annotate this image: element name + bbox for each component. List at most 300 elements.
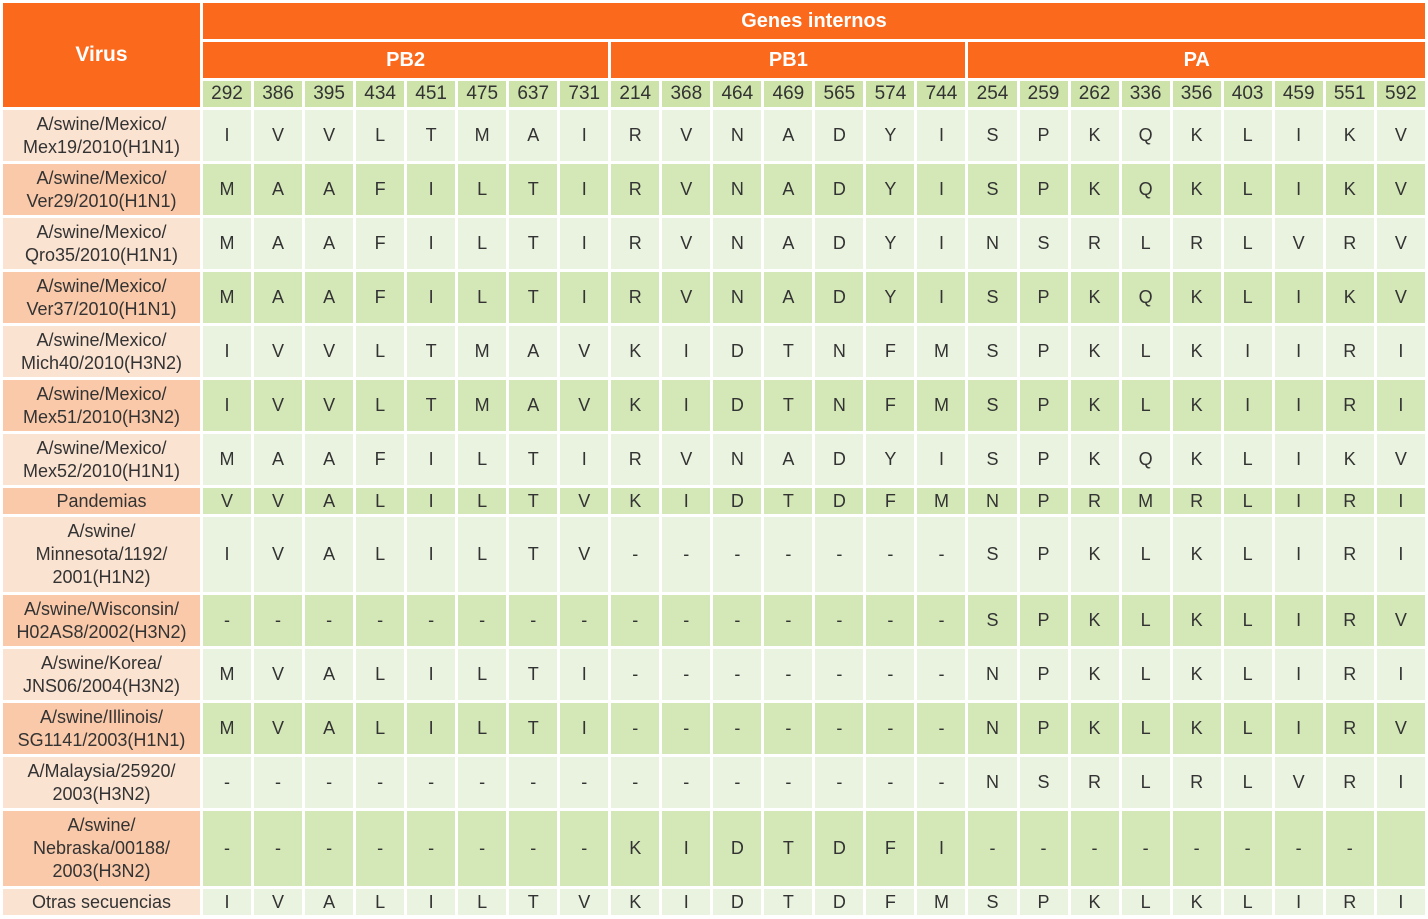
position-header: 565 — [815, 81, 863, 107]
residue-cell: S — [968, 595, 1016, 646]
residue-cell: I — [1275, 595, 1323, 646]
residue-cell: K — [1173, 434, 1221, 485]
residue-cell: I — [203, 110, 251, 161]
residue-cell: L — [1122, 889, 1170, 915]
residue-cell: K — [1173, 649, 1221, 700]
residue-cell: R — [1326, 488, 1374, 514]
residue-cell: V — [1275, 218, 1323, 269]
residue-cell: F — [866, 488, 914, 514]
residue-cell: L — [356, 110, 404, 161]
table-row — [3, 595, 1425, 646]
residue-cell: I — [917, 272, 965, 323]
residue-cell: A — [305, 649, 353, 700]
residue-cell: R — [1173, 488, 1221, 514]
residue-cell: I — [203, 889, 251, 915]
position-header: 395 — [305, 81, 353, 107]
residue-cell: K — [611, 326, 659, 377]
residue-cell: P — [1020, 272, 1068, 323]
residue-cell: A — [305, 517, 353, 592]
residue-cell: I — [407, 703, 455, 754]
residue-cell: - — [713, 703, 761, 754]
position-header: 259 — [1020, 81, 1068, 107]
residue-cell: I — [1377, 380, 1425, 431]
residue-cell: L — [356, 326, 404, 377]
residue-cell: - — [764, 517, 812, 592]
residue-cell: V — [254, 380, 302, 431]
residue-cell: R — [1173, 218, 1221, 269]
residue-cell: - — [764, 703, 812, 754]
residue-cell: - — [407, 757, 455, 808]
residue-cell: P — [1020, 649, 1068, 700]
residue-cell: K — [1071, 272, 1119, 323]
table-row — [3, 889, 1425, 915]
residue-cell: - — [662, 649, 710, 700]
residue-cell: - — [407, 811, 455, 886]
residue-cell: K — [1173, 595, 1221, 646]
residue-cell: R — [1173, 757, 1221, 808]
residue-cell: Q — [1122, 434, 1170, 485]
residue-cell: L — [1122, 757, 1170, 808]
residue-cell: F — [356, 218, 404, 269]
residue-cell: V — [254, 889, 302, 915]
residue-cell: - — [713, 757, 761, 808]
residue-cell: A — [254, 218, 302, 269]
residue-cell: L — [1224, 488, 1272, 514]
residue-cell: V — [1377, 218, 1425, 269]
residue-cell: - — [305, 595, 353, 646]
residue-cell: T — [407, 326, 455, 377]
residue-cell: I — [407, 517, 455, 592]
residue-cell: D — [815, 218, 863, 269]
position-header: 592 — [1377, 81, 1425, 107]
residue-cell: T — [764, 380, 812, 431]
residue-cell: - — [509, 595, 557, 646]
residue-cell: I — [560, 218, 608, 269]
residue-cell: V — [1377, 164, 1425, 215]
virus-name-line: Qro35/2010(H1N1) — [24, 244, 179, 265]
virus-name-line: A/swine/Mexico/ — [36, 275, 167, 296]
position-header: 464 — [713, 81, 761, 107]
residue-cell: T — [764, 488, 812, 514]
residue-cell: T — [509, 218, 557, 269]
residue-cell: T — [509, 272, 557, 323]
residue-cell: - — [917, 649, 965, 700]
virus-name-line: Ver37/2010(H1N1) — [26, 298, 177, 319]
residue-cell: M — [458, 380, 506, 431]
residue-cell: I — [917, 110, 965, 161]
residue-cell: A — [509, 326, 557, 377]
residue-cell: I — [662, 889, 710, 915]
position-header: 744 — [917, 81, 965, 107]
residue-cell: I — [662, 811, 710, 886]
residue-cell: I — [1224, 380, 1272, 431]
residue-cell: - — [1020, 811, 1068, 886]
residue-cell: L — [1122, 218, 1170, 269]
residue-cell: - — [764, 757, 812, 808]
residue-cell: - — [254, 595, 302, 646]
residue-cell: K — [611, 488, 659, 514]
residue-cell: K — [1326, 110, 1374, 161]
residue-cell: F — [356, 272, 404, 323]
residue-cell: L — [356, 703, 404, 754]
residue-cell: - — [254, 811, 302, 886]
position-header: 403 — [1224, 81, 1272, 107]
residue-cell: - — [611, 595, 659, 646]
residue-cell: T — [509, 164, 557, 215]
residue-cell: V — [1377, 110, 1425, 161]
residue-cell: D — [815, 434, 863, 485]
residue-cell: T — [509, 434, 557, 485]
residue-cell: - — [356, 595, 404, 646]
residue-cell: P — [1020, 164, 1068, 215]
residue-cell: I — [1275, 434, 1323, 485]
residue-cell: L — [458, 649, 506, 700]
residue-cell: P — [1020, 595, 1068, 646]
residue-cell: - — [662, 595, 710, 646]
residue-cell: S — [968, 110, 1016, 161]
residue-cell: M — [917, 380, 965, 431]
residue-cell: R — [611, 164, 659, 215]
virus-name-line: Minnesota/1192/ — [35, 544, 168, 564]
residue-cell: K — [1071, 517, 1119, 592]
residue-cell: I — [407, 434, 455, 485]
residue-cell: M — [917, 326, 965, 377]
residue-cell: K — [1173, 272, 1221, 323]
residue-cell: - — [611, 703, 659, 754]
residue-cell: Y — [866, 272, 914, 323]
residue-cell: Y — [866, 164, 914, 215]
residue-cell: I — [1377, 517, 1425, 592]
residue-cell: K — [1071, 649, 1119, 700]
residue-cell: - — [866, 517, 914, 592]
residue-cell: - — [866, 757, 914, 808]
virus-name-line: A/swine/Mexico/ — [36, 383, 167, 404]
residue-cell: L — [1122, 649, 1170, 700]
residue-cell: N — [968, 649, 1016, 700]
residue-cell: I — [917, 164, 965, 215]
table-row — [3, 811, 1425, 886]
virus-name-line: Nebraska/00188/ — [32, 838, 171, 858]
residue-cell: V — [254, 110, 302, 161]
residue-cell: Y — [866, 218, 914, 269]
residue-cell: M — [917, 889, 965, 915]
residue-cell: Q — [1122, 110, 1170, 161]
virus-name-cell — [3, 811, 200, 886]
position-header: 459 — [1275, 81, 1323, 107]
virus-name-line: A/swine/Korea/ — [40, 652, 163, 673]
residue-cell: K — [1173, 517, 1221, 592]
residue-cell: T — [764, 889, 812, 915]
residue-cell: D — [815, 164, 863, 215]
residue-cell: D — [713, 889, 761, 915]
residue-cell: I — [662, 488, 710, 514]
residue-cell: - — [815, 649, 863, 700]
residue-cell: Y — [866, 110, 914, 161]
table-row — [3, 272, 1425, 323]
residue-cell: D — [815, 110, 863, 161]
residue-cell: R — [1326, 703, 1374, 754]
residue-cell: V — [560, 488, 608, 514]
position-header: 637 — [509, 81, 557, 107]
residue-cell: I — [1377, 326, 1425, 377]
residue-cell: T — [764, 326, 812, 377]
residue-cell: D — [713, 811, 761, 886]
virus-name-line: 2001(H1N2) — [52, 567, 151, 587]
residue-cell: K — [1173, 164, 1221, 215]
residue-cell: R — [1326, 889, 1374, 915]
virus-name-cell — [3, 649, 200, 700]
residue-cell: K — [1173, 703, 1221, 754]
residue-cell: L — [356, 889, 404, 915]
residue-cell: K — [1071, 326, 1119, 377]
table-row — [3, 703, 1425, 754]
gene-header-pb2: PB2 — [203, 42, 608, 78]
residue-cell: L — [356, 649, 404, 700]
position-header: 469 — [764, 81, 812, 107]
residue-cell: - — [509, 811, 557, 886]
residue-cell: - — [1173, 811, 1221, 886]
residue-cell: T — [407, 110, 455, 161]
virus-name-line: A/swine/Wisconsin/ — [23, 598, 180, 619]
residue-cell: A — [764, 272, 812, 323]
residue-cell: F — [866, 811, 914, 886]
residue-cell: A — [305, 164, 353, 215]
residue-cell: I — [1275, 649, 1323, 700]
residue-cell: P — [1020, 326, 1068, 377]
position-header: 262 — [1071, 81, 1119, 107]
residue-cell: K — [1071, 110, 1119, 161]
position-header: 574 — [866, 81, 914, 107]
residue-cell: - — [713, 595, 761, 646]
table-row — [3, 110, 1425, 161]
residue-cell: I — [1224, 326, 1272, 377]
virus-name-cell — [3, 110, 200, 161]
residue-cell: - — [1224, 811, 1272, 886]
virus-name-line: Mich40/2010(H3N2) — [20, 352, 183, 373]
residue-cell: I — [560, 434, 608, 485]
residue-cell: V — [1275, 757, 1323, 808]
residue-cell: M — [1122, 488, 1170, 514]
residue-cell: F — [356, 434, 404, 485]
residue-cell: V — [254, 649, 302, 700]
residue-cell: V — [305, 326, 353, 377]
virus-name-line: 2003(H3N2) — [52, 861, 151, 881]
residue-cell: - — [866, 703, 914, 754]
virus-name-cell — [3, 380, 200, 431]
residue-cell: L — [1224, 757, 1272, 808]
residue-cell: V — [1377, 434, 1425, 485]
residue-cell: M — [203, 649, 251, 700]
table-row — [3, 649, 1425, 700]
residue-cell: V — [254, 517, 302, 592]
residue-cell: D — [815, 811, 863, 886]
residue-cell: L — [1122, 595, 1170, 646]
residue-cell: L — [1224, 164, 1272, 215]
residue-cell: A — [305, 889, 353, 915]
residue-cell: N — [815, 326, 863, 377]
residue-cell: V — [1377, 595, 1425, 646]
residue-cell: N — [713, 272, 761, 323]
residue-cell: I — [203, 326, 251, 377]
residue-cell: L — [458, 703, 506, 754]
residue-cell: - — [1275, 811, 1323, 886]
residue-cell: - — [560, 595, 608, 646]
residue-cell: - — [662, 757, 710, 808]
residue-cell: I — [1275, 380, 1323, 431]
virus-name-line: A/swine/Mexico/ — [36, 329, 167, 350]
residue-cell: D — [815, 272, 863, 323]
residue-cell: K — [611, 889, 659, 915]
residue-cell: A — [305, 434, 353, 485]
position-header: 336 — [1122, 81, 1170, 107]
residue-cell: V — [560, 889, 608, 915]
residue-cell: - — [611, 757, 659, 808]
virus-name-cell — [3, 889, 200, 915]
virus-name-cell — [3, 757, 200, 808]
residue-cell: - — [1122, 811, 1170, 886]
virus-name-line: JNS06/2004(H3N2) — [22, 675, 181, 696]
residue-cell: K — [1071, 889, 1119, 915]
residue-cell: K — [1071, 380, 1119, 431]
virus-name-line: A/swine/Mexico/ — [36, 167, 167, 188]
residue-cell: S — [1020, 218, 1068, 269]
residue-cell: R — [1326, 595, 1374, 646]
residue-cell: A — [305, 703, 353, 754]
residue-cell: P — [1020, 380, 1068, 431]
residue-cell: K — [611, 811, 659, 886]
residue-cell: - — [203, 595, 251, 646]
residue-cell: V — [203, 488, 251, 514]
residue-cell: T — [509, 649, 557, 700]
residue-cell: - — [305, 811, 353, 886]
residue-cell: P — [1020, 488, 1068, 514]
residue-cell: V — [662, 110, 710, 161]
virus-name-line: A/swine/Mexico/ — [36, 437, 167, 458]
residue-cell: I — [407, 218, 455, 269]
residue-cell: M — [458, 326, 506, 377]
residue-cell: L — [1224, 110, 1272, 161]
residue-cell: F — [866, 889, 914, 915]
residue-cell: - — [866, 649, 914, 700]
residue-cell: F — [356, 164, 404, 215]
table-row — [3, 757, 1425, 808]
residue-cell: R — [611, 434, 659, 485]
position-header: 451 — [407, 81, 455, 107]
virus-name-line: Mex19/2010(H1N1) — [22, 136, 181, 157]
residue-cell: L — [1224, 595, 1272, 646]
residue-cell: S — [968, 380, 1016, 431]
residue-cell: V — [254, 488, 302, 514]
residue-cell: I — [917, 811, 965, 886]
residue-cell: I — [407, 272, 455, 323]
virus-name-cell — [3, 272, 200, 323]
residue-cell: Q — [1122, 272, 1170, 323]
residue-cell: T — [407, 380, 455, 431]
residue-cell: N — [713, 110, 761, 161]
residue-cell: I — [407, 649, 455, 700]
residue-cell: R — [1326, 649, 1374, 700]
residue-cell: I — [560, 649, 608, 700]
residue-cell: I — [1275, 110, 1323, 161]
residue-cell: K — [1326, 272, 1374, 323]
residue-cell: L — [458, 164, 506, 215]
residue-cell: L — [458, 272, 506, 323]
residue-cell: S — [968, 272, 1016, 323]
residue-cell: - — [560, 811, 608, 886]
virus-name-cell — [3, 434, 200, 485]
virus-name-line: Ver29/2010(H1N1) — [26, 190, 177, 211]
residue-cell: R — [1071, 488, 1119, 514]
residue-cell: M — [203, 703, 251, 754]
residue-cell: R — [611, 272, 659, 323]
table-row — [3, 218, 1425, 269]
residue-cell: K — [611, 380, 659, 431]
residue-cell — [1377, 811, 1425, 886]
residue-cell: I — [203, 380, 251, 431]
residue-cell: Q — [1122, 164, 1170, 215]
residue-cell: I — [1275, 703, 1323, 754]
residue-cell: A — [305, 488, 353, 514]
residue-cell: N — [968, 488, 1016, 514]
residue-cell: - — [764, 649, 812, 700]
residue-cell: I — [203, 517, 251, 592]
residue-cell: I — [1275, 326, 1323, 377]
residue-cell: D — [815, 488, 863, 514]
residue-cell: Y — [866, 434, 914, 485]
residue-cell: - — [866, 595, 914, 646]
residue-cell: V — [662, 164, 710, 215]
residue-cell: S — [1020, 757, 1068, 808]
residue-cell: V — [1377, 703, 1425, 754]
position-header: 292 — [203, 81, 251, 107]
residue-cell: R — [1326, 326, 1374, 377]
residue-cell: - — [407, 595, 455, 646]
residue-cell: R — [1326, 380, 1374, 431]
residue-cell: A — [254, 434, 302, 485]
residue-cell: I — [1275, 488, 1323, 514]
residue-cell: A — [764, 110, 812, 161]
residue-cell: N — [968, 757, 1016, 808]
virus-name-cell — [3, 595, 200, 646]
residue-cell: L — [1224, 889, 1272, 915]
residue-cell: I — [1377, 488, 1425, 514]
residue-cell: S — [968, 326, 1016, 377]
residue-cell: R — [1071, 757, 1119, 808]
residue-cell: - — [917, 517, 965, 592]
virus-name-line: Otras secuencias — [31, 891, 172, 912]
residue-cell: I — [917, 434, 965, 485]
residue-cell: L — [1122, 703, 1170, 754]
residue-cell: - — [356, 811, 404, 886]
residue-cell: L — [1122, 380, 1170, 431]
position-header: 214 — [611, 81, 659, 107]
residue-cell: - — [968, 811, 1016, 886]
position-header: 731 — [560, 81, 608, 107]
residue-cell: I — [662, 380, 710, 431]
residue-cell: - — [917, 757, 965, 808]
residue-cell: D — [815, 889, 863, 915]
residue-cell: M — [203, 434, 251, 485]
residue-cell: - — [203, 811, 251, 886]
residue-cell: - — [713, 517, 761, 592]
residue-cell: N — [968, 703, 1016, 754]
residue-cell: - — [815, 595, 863, 646]
virus-column-header: Virus — [3, 3, 200, 107]
residue-cell: I — [1377, 649, 1425, 700]
residue-cell: K — [1173, 380, 1221, 431]
residue-cell: I — [1275, 164, 1323, 215]
virus-name-cell — [3, 488, 200, 514]
